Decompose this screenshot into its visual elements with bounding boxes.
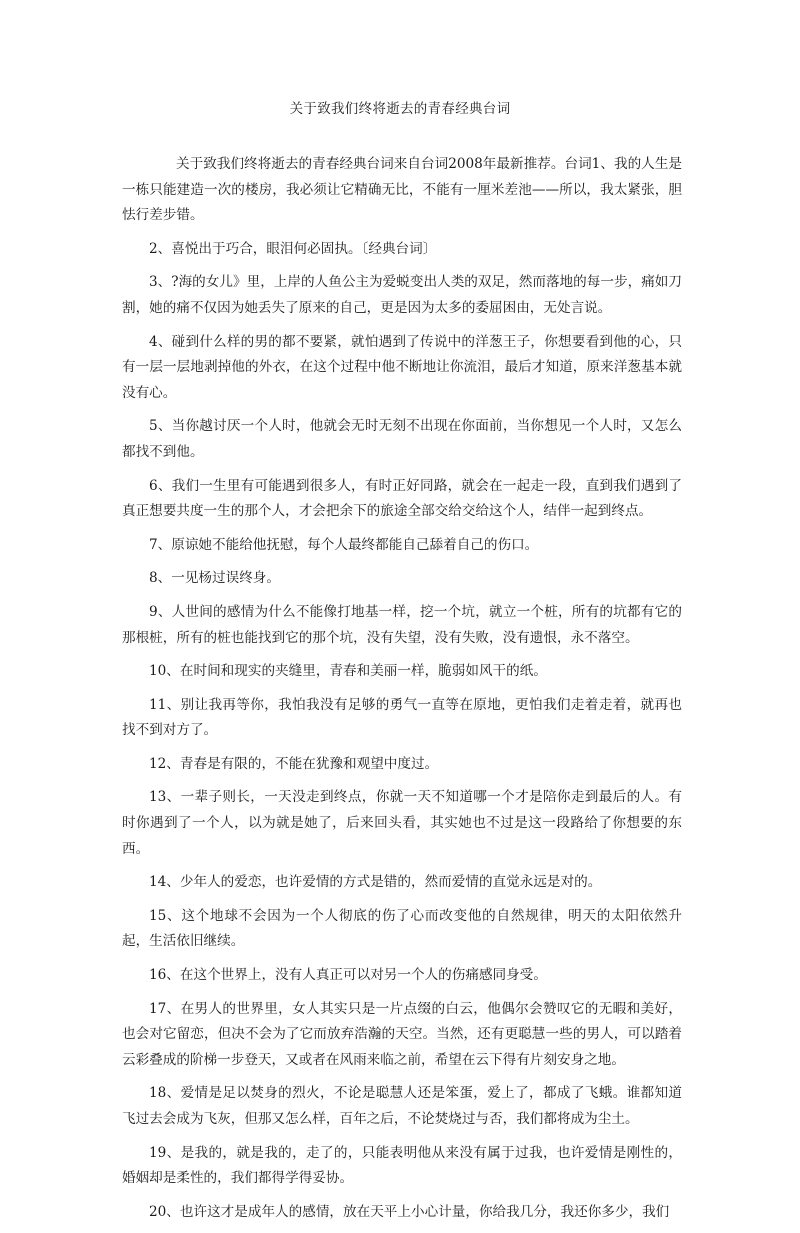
paragraph-line-9: 9、人世间的感情为什么不能像打地基一样，挖一个坑，就立一个桩，所有的坑都有它的那根桩，所有的桩也能找到它的那个坑，没有失望，没有失败，没有遗恨，永不落空。 xyxy=(122,603,682,646)
paragraph-line-12: 12、青春是有限的，不能在犹豫和观望中度过。 xyxy=(149,755,439,772)
paragraph-line-7: 7、原谅她不能给他抚慰，每个人最终都能自己舔着自己的伤口。 xyxy=(149,536,539,553)
paragraph-line-19: 19、是我的，就是我的，走了的，只能表明他从来没有属于过我，也许爱情是刚性的，婚姻却是柔性的，我们都得学得妥协。 xyxy=(122,1144,682,1187)
paragraph-line-16: 16、在这个世界上，没有人真正可以对另一个人的伤痛感同身受。 xyxy=(149,967,547,984)
paragraph-line-5: 5、当你越讨厌一个人时，他就会无时无刻不出现在你面前，当你想见一个人时，又怎么都找不到他。 xyxy=(122,418,682,460)
paragraph-line-18: 18、爱情是足以焚身的烈火，不论是聪慧人还是笨蛋，爱上了，都成了飞蛾。谁都知道飞过去会成为飞灰，但那又怎么样，百年之后，不论焚烧过与否，我们都将成为尘土。 xyxy=(122,1085,682,1127)
paragraph-line-15: 15、这个地球不会因为一个人彻底的伤了心而改变他的自然规律，明天的太阳依然升起，生活依旧继续。 xyxy=(122,907,682,950)
paragraph-intro: 关于致我们终将逝去的青春经典台词来自台词2008年最新推荐。台词1、我的人生是一栋只能建造一次的楼房，我必须让它精确无比，不能有一厘米差池——所以，我太紧张，胆怯行差步错。 xyxy=(122,156,682,224)
paragraph-line-10: 10、在时间和现实的夹缝里，青春和美丽一样，脆弱如风干的纸。 xyxy=(149,663,547,680)
paragraph-line-8: 8、一见杨过误终身。 xyxy=(149,570,280,587)
paragraph-line-20: 20、也许这才是成年人的感情，放在天平上小心计量，你给我几分，我还你多少，我们 xyxy=(149,1203,670,1220)
document-body xyxy=(122,152,682,1233)
paragraph-line-17: 17、在男人的世界里，女人其实只是一片点缀的白云，他偶尔会赞叹它的无暇和美好，也会对它留恋，但决不会为了它而放弃浩瀚的天空。当然，还有更聪慧一些的男人，可以踏着云彩叠成的阶梯一步登天，又或者在风雨来临之前，希望在云下得有片刻安身之地。 xyxy=(122,1000,682,1068)
paragraph-line-6: 6、我们一生里有可能遇到很多人，有时正好同路，就会在一起走一段，直到我们遇到了真正想要共度一生的那个人，才会把余下的旅途全部交给交给这个人，结伴一起到终点。 xyxy=(122,477,682,520)
document-title: 关于致我们终将逝去的青春经典台词 xyxy=(289,101,511,117)
paragraph-line-13: 13、一辈子则长，一天没走到终点，你就一天不知道哪一个才是陪你走到最后的人。有时你遇到了一个人，以为就是她了，后来回头看，其实她也不过是这一段路给了你想要的东西。 xyxy=(122,789,682,857)
paragraph-line-3: 3、?海的女儿》里，上岸的人鱼公主为爱蜕变出人类的双足，然而落地的每一步，痛如刀割，她的痛不仅因为她丢失了原来的自己，更是因为太多的委屈困由，无处言说。 xyxy=(122,274,682,316)
paragraph-line-4: 4、碰到什么样的男的都不要紧，就怕遇到了传说中的洋葱王子，你想要看到他的心，只有一层一层地剥掉他的外衣，在这个过程中他不断地让你流泪，最后才知道，原来洋葱基本就没有心。 xyxy=(122,333,682,401)
paragraph-line-11: 11、别让我再等你，我怕我没有足够的勇气一直等在原地，更怕我们走着走着，就再也找不到对方了。 xyxy=(122,696,682,739)
paragraph-line-2: 2、喜悦出于巧合，眼泪何必固执。〔经典台词〕 xyxy=(149,240,437,257)
paragraph-line-14: 14、少年人的爱恋，也许爱情的方式是错的，然而爱情的直觉永远是对的。 xyxy=(149,874,602,891)
